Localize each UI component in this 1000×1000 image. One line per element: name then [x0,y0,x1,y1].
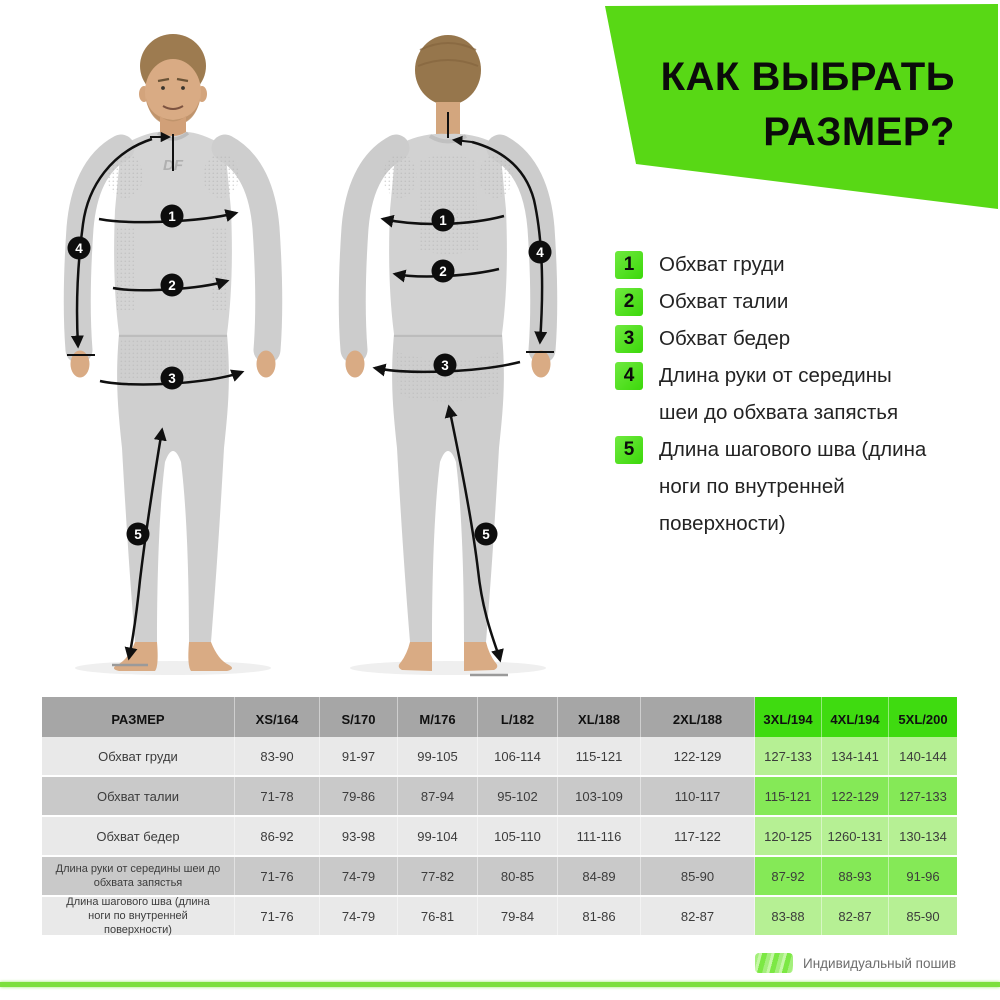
legend-item-5 [615,431,935,542]
table-header-4XL/194: 4XL/194 [822,697,889,741]
row-label: Обхват талии [42,777,235,815]
marker-5-back [475,523,498,546]
size-value-cell: 111-116 [558,817,641,855]
marker-5-front [127,523,150,546]
size-table [42,697,957,935]
marker-4-back [529,241,552,264]
size-value-cell: 86-92 [235,817,320,855]
marker-2-front [161,274,184,297]
table-header-5XL/200: 5XL/200 [889,697,957,741]
hair-back [415,35,481,105]
size-value-cell: 76-81 [398,897,478,935]
size-value-cell: 95-102 [478,777,558,815]
row-label: Длина руки от середины шеи до обхвата запястья [42,857,235,895]
custom-tailoring-label: Индивидуальный пошив [803,956,956,971]
size-value-cell: 71-76 [235,897,320,935]
size-value-cell: 77-82 [398,857,478,895]
size-value-cell: 83-90 [235,737,320,775]
legend-number-badge: 2 [615,288,643,316]
model-photos [30,22,630,690]
size-value-cell: 99-105 [398,737,478,775]
table-header-S/170: S/170 [320,697,398,741]
table-header-M/176: M/176 [398,697,478,741]
legend-number-badge: 1 [615,251,643,279]
shirt-logo: DF [163,157,183,174]
table-header-XS/164: XS/164 [235,697,320,741]
svg-text:5: 5 [482,527,490,542]
marker-3-front [161,367,184,390]
size-value-cell: 91-96 [889,857,957,895]
marker-4-front [68,237,91,260]
marker-2-back [432,260,455,283]
svg-text:1: 1 [168,209,176,224]
bottom-accent-bar [0,982,1000,987]
marker-1-front [161,205,184,228]
size-value-cell: 99-104 [398,817,478,855]
size-value-cell: 74-79 [320,897,398,935]
figure-back [346,35,555,675]
size-value-cell: 85-90 [641,857,755,895]
legend-number-badge: 5 [615,436,643,464]
table-header-XL/188: XL/188 [558,697,641,741]
row-label: Обхват груди [42,737,235,775]
size-value-cell: 83-88 [755,897,822,935]
legend-item-label: Длина шагового шва (длина ноги по внутренней поверхности) [659,438,927,535]
measurement-legend [615,246,935,542]
banner-title [661,50,955,160]
size-value-cell: 84-89 [558,857,641,895]
size-value-cell: 79-84 [478,897,558,935]
banner-line1: КАК ВЫБРАТЬ [660,55,955,99]
legend-item-2 [615,283,935,320]
size-value-cell: 93-98 [320,817,398,855]
legend-item-label: Длина руки от середины шеи до обхвата запястья [659,364,899,424]
size-value-cell: 105-110 [478,817,558,855]
figure-front [67,34,276,675]
legend-item-4 [615,357,935,431]
size-value-cell: 91-97 [320,737,398,775]
size-value-cell: 117-122 [641,817,755,855]
size-value-cell: 122-129 [822,777,889,815]
size-value-cell: 110-117 [641,777,755,815]
legend-number-badge: 4 [615,362,643,390]
size-value-cell: 82-87 [641,897,755,935]
marker-3-back [434,354,457,377]
size-value-cell: 130-134 [889,817,957,855]
table-header-L/182: L/182 [478,697,558,741]
size-value-cell: 127-133 [755,737,822,775]
size-value-cell: 140-144 [889,737,957,775]
svg-text:5: 5 [134,527,142,542]
size-value-cell: 79-86 [320,777,398,815]
size-value-cell: 80-85 [478,857,558,895]
svg-text:3: 3 [168,371,176,386]
svg-text:3: 3 [441,358,449,373]
legend-number-badge: 3 [615,325,643,353]
marker-1-back [432,209,455,232]
svg-text:2: 2 [168,278,176,293]
size-value-cell: 1260-131 [822,817,889,855]
size-value-cell: 81-86 [558,897,641,935]
banner-line2: РАЗМЕР? [763,110,955,154]
size-value-cell: 127-133 [889,777,957,815]
row-label: Обхват бедер [42,817,235,855]
size-value-cell: 103-109 [558,777,641,815]
size-value-cell: 87-92 [755,857,822,895]
size-value-cell: 88-93 [822,857,889,895]
size-value-cell: 120-125 [755,817,822,855]
size-value-cell: 115-121 [755,777,822,815]
size-value-cell: 85-90 [889,897,957,935]
row-label: Длина шагового шва (длина ноги по внутренней поверхности) [42,897,235,935]
svg-text:2: 2 [439,264,447,279]
svg-text:4: 4 [75,241,83,256]
size-value-cell: 115-121 [558,737,641,775]
legend-item-1 [615,246,935,283]
table-header-3XL/194: 3XL/194 [755,697,822,741]
size-value-cell: 82-87 [822,897,889,935]
size-value-cell: 87-94 [398,777,478,815]
size-value-cell: 122-129 [641,737,755,775]
size-value-cell: 74-79 [320,857,398,895]
legend-item-label: Обхват талии [659,290,789,313]
size-value-cell: 71-76 [235,857,320,895]
svg-text:4: 4 [536,245,544,260]
legend-item-3 [615,320,935,357]
size-value-cell: 106-114 [478,737,558,775]
svg-text:1: 1 [439,213,447,228]
table-header-2XL/188: 2XL/188 [641,697,755,741]
size-value-cell: 134-141 [822,737,889,775]
legend-item-label: Обхват бедер [659,327,791,350]
table-header-size: РАЗМЕР [42,697,235,741]
size-value-cell: 71-78 [235,777,320,815]
legend-item-label: Обхват груди [659,253,785,276]
custom-tailoring-swatch-icon [755,953,793,973]
